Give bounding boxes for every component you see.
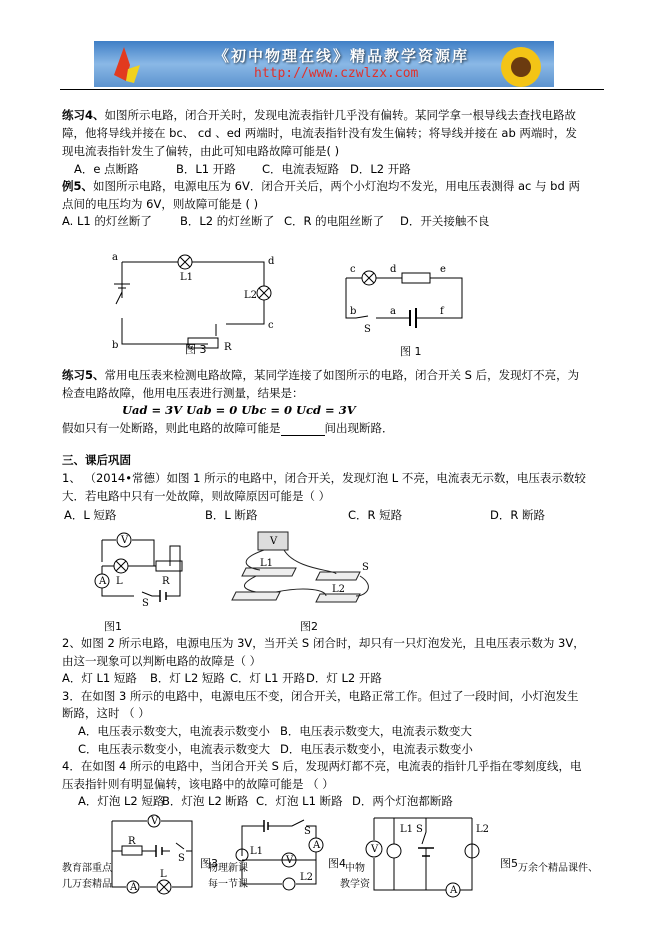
- svg-text:V: V: [286, 855, 294, 866]
- circuit-figure-3-bottom: [112, 815, 192, 893]
- pr5-formula: Uad = 3V Uab = 0 Ubc = 0 Ucd = 3V: [122, 403, 356, 417]
- ex4-option: A．e 点断路: [74, 162, 139, 176]
- q1-option: B．L 断路: [205, 508, 258, 522]
- pr5-line: 检查电路故障，他用电压表进行测量，结果是：: [62, 386, 304, 400]
- ex4-option: C．电流表短路: [262, 162, 340, 176]
- svg-text:b: b: [112, 340, 119, 351]
- svg-text:L: L: [116, 576, 123, 587]
- svg-text:R: R: [162, 576, 170, 587]
- section-title: 三、课后巩固: [62, 453, 131, 467]
- q4-option: C．灯泡 L1 断路: [256, 794, 343, 808]
- svg-text:V: V: [151, 816, 159, 827]
- q1-line: 1、 （2014•常德）如图 1 所示的电路中，闭合开关，发现灯泡 L 不亮，电流表无示数，电压表示数较: [62, 471, 586, 485]
- svg-text:c: c: [268, 320, 274, 331]
- ex4-line: 练习4、如图所示电路，闭合开关时，发现电流表指针几乎没有偏转。某同学拿一根导线去查找电路故: [62, 108, 577, 122]
- footer-text: 每一节课: [208, 879, 248, 890]
- header-rule: [60, 89, 604, 90]
- svg-text:d: d: [268, 256, 275, 267]
- svg-text:f: f: [440, 306, 444, 317]
- svg-text:S: S: [416, 824, 423, 835]
- q4-line: 4．在如图 4 所示的电路中，当闭合开关 S 后，发现两灯都不亮，电流表的指针几乎指在零刻度线，电: [62, 759, 582, 773]
- q4-option: D．两个灯泡都断路: [352, 794, 453, 808]
- svg-text:S: S: [304, 826, 311, 837]
- svg-text:S: S: [142, 598, 149, 609]
- q4-line: 压表指针则有明显偏转，该电路中的故障可能是 （ ）: [62, 777, 334, 791]
- svg-text:S: S: [364, 324, 371, 335]
- physical-circuit-figure-2: [236, 530, 376, 600]
- figure-caption: 图1: [104, 620, 122, 633]
- svg-text:A: A: [313, 840, 321, 851]
- q4-option: A．灯泡 L2 短路: [78, 794, 165, 808]
- ex4-option: B．L1 开路: [176, 162, 236, 176]
- q3-option: B．电压表示数变大，电流表示数变大: [280, 724, 472, 738]
- circuit-figure-1: [346, 264, 486, 338]
- answer-blank[interactable]: [281, 423, 325, 436]
- svg-text:A: A: [99, 576, 107, 587]
- svg-text:L2: L2: [332, 584, 346, 595]
- svg-text:V: V: [371, 844, 379, 855]
- ex5-option: D．开关接触不良: [400, 214, 490, 228]
- q2-option: A．灯 L1 短路: [62, 671, 137, 685]
- ex5-line: 例5、如图所示电路，电源电压为 6V．闭合开关后，两个小灯泡均不发光，用电压表测得 ac 与 bd 两: [62, 179, 580, 193]
- figure-caption: 图5: [500, 857, 518, 870]
- svg-text:R: R: [128, 836, 136, 847]
- logo-icon: [106, 45, 146, 85]
- q2-option: C．灯 L1 开路: [230, 671, 306, 685]
- footer-text: 万余个精品课件、: [518, 863, 598, 874]
- q3-option: C．电压表示数变小，电流表示数变大: [78, 742, 271, 756]
- ex4-option: D．L2 开路: [350, 162, 411, 176]
- figure-caption: 图 3: [185, 343, 207, 356]
- q2-option: D．灯 L2 开路: [306, 671, 382, 685]
- pr5-line: 假如只有一处断路，则此电路的故障可能是 间出现断路．: [62, 421, 394, 435]
- header-banner: [94, 41, 554, 87]
- svg-text:L: L: [160, 869, 167, 880]
- q2-line: 由这一现象可以判断电路的故障是（ ）: [62, 654, 262, 668]
- svg-text:V: V: [270, 536, 278, 547]
- svg-text:d: d: [390, 264, 397, 275]
- q1-option: D．R 断路: [490, 508, 546, 522]
- svg-text:L2: L2: [244, 290, 258, 301]
- ex4-line: 障，他将导线并接在 bc、 cd 、ed 两端时，电流表指针没有发生偏转；将导线并接在 ab 两端时，发: [62, 126, 577, 140]
- svg-text:L1: L1: [250, 846, 264, 857]
- figure-caption: 图3: [200, 857, 218, 870]
- ex5-option: A. L1 的灯丝断了: [62, 214, 152, 228]
- q3-line: 3．在如图 3 所示的电路中，电源电压不变，闭合开关，电路正常工作。但过了一段时间，小灯泡发生: [62, 689, 579, 703]
- q3-option: D．电压表示数变小，电流表示数变小: [280, 742, 473, 756]
- q3-option: A．电压表示数变大，电流表示数变小: [78, 724, 270, 738]
- ex5-line: 点间的电压均为 6V，则故障可能是 ( ): [62, 197, 259, 211]
- svg-text:c: c: [350, 264, 356, 275]
- footer-text: 中物: [345, 863, 365, 874]
- q3-line: 断路，这时 （ ）: [62, 706, 150, 720]
- footer-text: 物理新课: [208, 863, 248, 874]
- svg-text:a: a: [112, 252, 118, 263]
- circuit-q1-figure-1: [96, 535, 196, 609]
- circuit-figure-4-bottom: [236, 818, 326, 898]
- svg-text:L2: L2: [476, 824, 490, 835]
- svg-text:S: S: [362, 562, 369, 573]
- q1-line: 大．若电路中只有一处故障，则故障原因可能是（ ）: [62, 489, 331, 503]
- figure-caption: 图 1: [400, 345, 422, 358]
- pr5-line: 练习5、常用电压表来检测电路故障，某同学连接了如图所示的电路，闭合开关 S 后，发现灯不亮，为: [62, 368, 580, 382]
- svg-text:A: A: [450, 885, 458, 896]
- ex5-option: C．R 的电阻丝断了: [284, 214, 385, 228]
- svg-text:V: V: [121, 535, 129, 546]
- banner-title: 《初中物理在线》精品教学资源库: [214, 47, 470, 65]
- footer-text: 几万套精品: [62, 879, 112, 890]
- sunflower-icon: [489, 41, 549, 87]
- ex4-line: 现电流表指针发生了偏转，由此可知电路故障可能是( ): [62, 144, 340, 158]
- svg-text:L1: L1: [260, 558, 274, 569]
- svg-text:R: R: [224, 342, 232, 353]
- figure-caption: 图4: [328, 857, 346, 870]
- circuit-figure-5-bottom: [362, 818, 490, 896]
- svg-text:a: a: [390, 306, 396, 317]
- q2-option: B．灯 L2 短路: [150, 671, 225, 685]
- footer-text: 教育部重点: [62, 863, 112, 874]
- figure-caption: 图2: [300, 620, 318, 633]
- banner-url[interactable]: http://www.czwlzx.com: [254, 66, 419, 81]
- svg-text:L1: L1: [180, 272, 194, 283]
- svg-text:L2: L2: [300, 872, 314, 883]
- q2-line: 2、如图 2 所示电路，电源电压为 3V，当开关 S 闭合时，却只有一只灯泡发光，且电压表示数为 3V，: [62, 636, 585, 650]
- ex5-option: B．L2 的灯丝断了: [180, 214, 275, 228]
- svg-text:L1: L1: [400, 824, 414, 835]
- svg-text:e: e: [440, 264, 446, 275]
- svg-text:b: b: [350, 306, 357, 317]
- svg-text:S: S: [178, 853, 185, 864]
- footer-text: 教学资: [340, 879, 370, 890]
- q1-option: C．R 短路: [348, 508, 403, 522]
- q4-option: B．灯泡 L2 断路: [162, 794, 249, 808]
- q1-option: A．L 短路: [64, 508, 117, 522]
- svg-text:A: A: [130, 882, 138, 893]
